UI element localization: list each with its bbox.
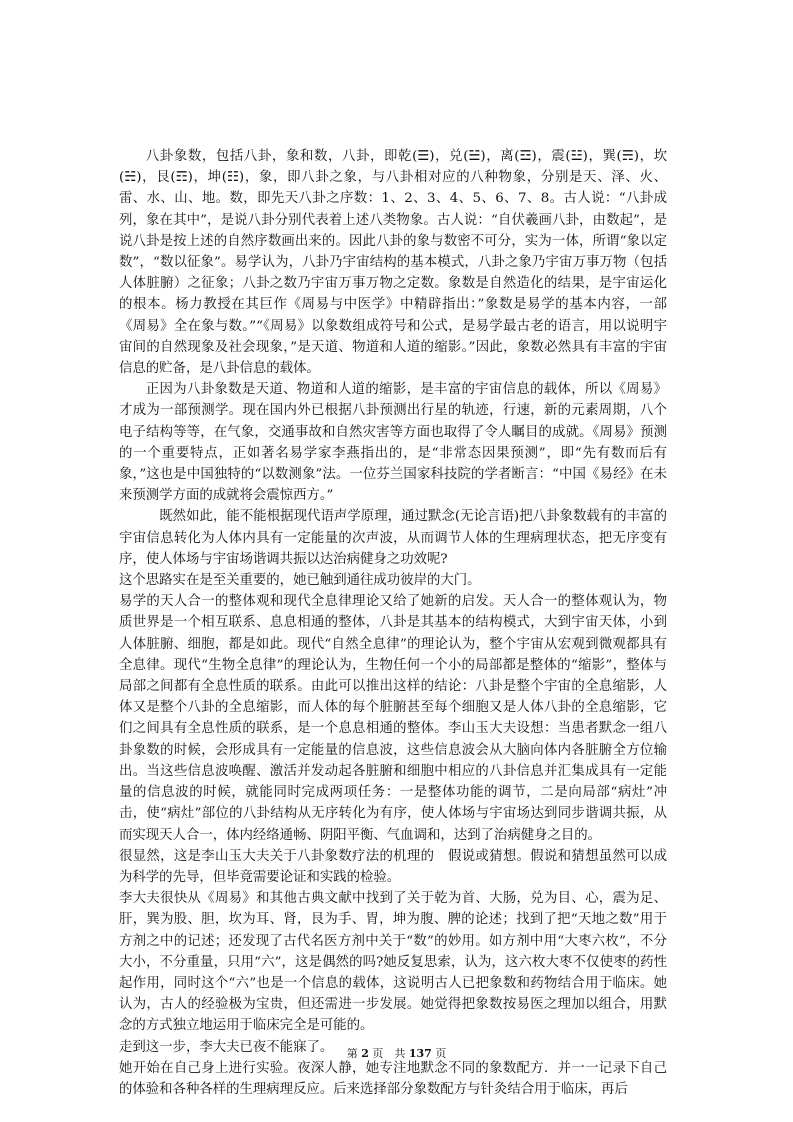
footer-label-post: 页 (435, 1047, 447, 1060)
page-footer (0, 1045, 793, 1061)
paragraph-experiment: 她开始在自己身上进行实验。夜深人静，她专注地默念不同的象数配方．并一一记录下自己的体验和各种各样的生理病理反应。后来选择部分象数配方与针灸结合用于临床，再后 (119, 1060, 667, 1097)
total-pages-number: 137 (408, 1047, 432, 1060)
footer-label-mid: 页 共 (372, 1047, 406, 1060)
paragraph-breakthrough: 这个思路实在是至关重要的，她已触到通往成功彼岸的大门。 (119, 573, 481, 589)
paragraph-hypothesis: 很显然，这是李山玉大夫关于八卦象数疗法的机理的 假说或猜想。假说和猜想虽然可以成为科学的先导，但毕竟需要论证和实践的检验。 (119, 848, 667, 885)
paragraph-classics: 李大夫很快从《周易》和其他古典文献中找到了关于乾为首、大肠，兑为目、心，震为足、肝，巽为股、胆，坎为耳、肾，艮为手、胃，坤为腹、脾的论述；找到了把“天地之数”用于方剂之中的记述；还发现了古代名医方剂中关于“数”的妙用。如方剂中用“大枣六枚”，不分大小，不分重量，只用“六”，这是偶然的吗?她反复思索，认为，这六枚大枣不仅使枣的药性起作用，同时这个“六”也是一个信息的载体，这说明古人已把象数和药物结合用于临床。她认为，古人的经验极为宝贵，但还需进一步发展。她觉得把象数按易医之理加以组合，用默念的方式独立地运用于临床完全是可能的。 (119, 891, 667, 1034)
paragraph-sleepless: 走到这一步，李大夫已夜不能寐了。 (119, 1039, 334, 1055)
paragraph-holism: 易学的天人合一的整体观和现代全息律理论又给了她新的启发。天人合一的整体观认为，物质世界是一个相互联系、息息相通的整体，八卦是其基本的结构模式，大到宇宙天体，小到人体脏腑、细胞，都是如此。现代“自然全息律”的理论认为，整个宇宙从宏观到微观都具有全息律。现代“生物全息律”的理论认为，生物任何一个小的局部都是整体的“缩影”，整体与局部之间都有全息性质的联系。由此可以推出这样的结论：八卦是整个宇宙的全息缩影，人体又是整个八卦的全息缩影，而人体的每个脏腑甚至每个细胞又是人体八卦的全息缩影，它们之间具有全息性质的联系，是一个息息相通的整体。李山玉大夫设想：当患者默念一组八卦象数的时候，会形成具有一定能量的信息波，这些信息波会从大脑向体内各脏腑全方位输出。当这些信息波唤醒、激活并发动起各脏腑和细胞中相应的八卦信息并汇集成具有一定能量的信息波的时候，就能同时完成两项任务：一是整体功能的调节，二是向局部“病灶”冲击，使“病灶”部位的八卦结构从无序转化为有序，使人体场与宇宙场达到同步谐调共振，从而实现天人合一，体内经络通畅、阴阳平衡、气血调和，达到了治病健身之目的。 (119, 594, 667, 843)
paragraph-question: 既然如此，能不能根据现代语声学原理，通过默念(无论言语)把八卦象数载有的丰富的宇宙信息转化为人体内具有一定能量的次声波，从而调节人体的生理病理状态，把无序变有序，使人体场与宇宙场谐调共振以达治病健身之功效呢? (119, 509, 667, 567)
paragraph-prediction: 正因为八卦象数是天道、物道和人道的缩影，是丰富的宇宙信息的载体，所以《周易》才成为一部预测学。现在国内外已根据八卦预测出行星的轨迹，行速，新的元素周期，八个电子结构等等，在气象，交通事故和自然灾害等方面也取得了令人瞩目的成就。《周易》预测的一个重要特点，正如著名易学家李燕指出的，是“非常态因果预测”，即“先有数而后有象，”这也是中国独特的“以数测象”法。一位芬兰国家科技院的学者断言：“中国《易经》在未来预测学方面的成就将会震惊西方。” (119, 382, 667, 504)
footer-label-pre: 第 (346, 1047, 358, 1060)
body-text (119, 146, 667, 1100)
current-page-number: 2 (361, 1047, 369, 1060)
paragraph-bagua-intro: 八卦象数，包括八卦，象和数，八卦，即乾(☰)，兑(☱)，离(☲)，震(☳)，巽(☴)，坎(☵)，艮(☶)，坤(☷)，象，即八卦之象，与八卦相对应的八种物象，分别是天、泽、火、雷、水、山、地。数，即先天八卦之序数：1、2、3、4、5、6、7、8。古人说：“八卦成列，象在其中”，是说八卦分别代表着上述八类物象。古人说：“自伏羲画八卦，由数起”，是说八卦是按上述的自然序数画出来的。因此八卦的象与数密不可分，实为一体，所谓“象以定数”，“数以征象”。易学认为，八卦乃宇宙结构的基本模式，八卦之象乃宇宙万事万物（包括人体脏腑）之征象；八卦之数乃宇宙万事万物之定数。象数是自然造化的结果，是宇宙运化的根本。杨力教授在其巨作《周易与中医学》中精辟指出：”象数是易学的基本内容，一部《周易》全在象与数。”“《周易》以象数组成符号和公式，是易学最古老的语言，用以说明宇宙间的自然现象及社会现象，”是天道、物道和人道的缩影。”因此，象数必然具有丰富的宇宙信息的贮备，是八卦信息的载体。 (119, 149, 667, 377)
